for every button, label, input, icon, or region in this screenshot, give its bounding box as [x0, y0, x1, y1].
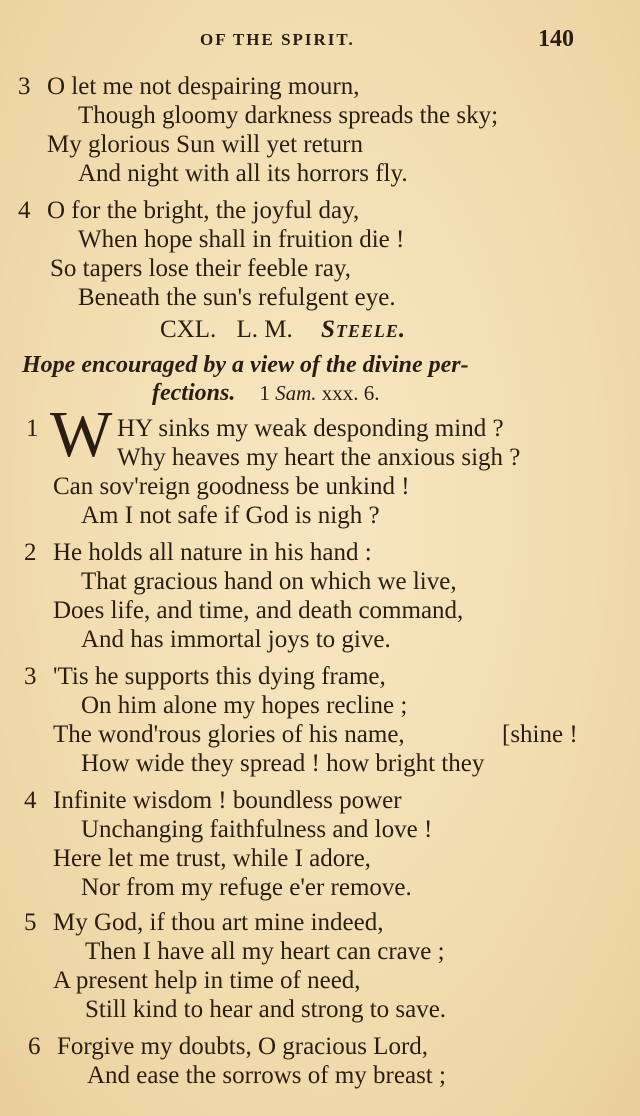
verse-number: 3	[24, 663, 37, 690]
hymn-subject: Hope encouraged by a view of the divine per-	[22, 352, 469, 378]
verse-line: And ease the sorrows of my breast ;	[87, 1062, 446, 1089]
scripture-prefix: 1	[259, 381, 270, 405]
page-number: 140	[538, 26, 574, 52]
verse-line: And has immortal joys to give.	[81, 626, 391, 653]
hymn-author: Steele.	[321, 316, 407, 343]
verse-number: 3	[18, 73, 31, 100]
verse-line: The wond'rous glories of his name,	[53, 721, 405, 748]
verse-number: 5	[24, 909, 37, 936]
hymn-subject-continued: fections. 1 Sam. xxx. 6.	[152, 380, 380, 406]
hymn-number: CXL.	[160, 316, 217, 343]
drop-cap: W	[50, 398, 113, 471]
verse-line-overflow: [shine !	[502, 721, 578, 748]
scripture-book: Sam.	[275, 381, 317, 405]
verse-line: Why heaves my heart the anxious sigh ?	[117, 444, 521, 471]
running-head: OF THE SPIRIT.	[200, 30, 355, 49]
verse-line: Am I not safe if God is nigh ?	[81, 502, 380, 529]
verse-line: Still kind to hear and strong to save.	[85, 996, 447, 1023]
verse-line: When hope shall in fruition die !	[78, 226, 405, 253]
verse-line: Does life, and time, and death command,	[53, 597, 464, 624]
verse-line: Though gloomy darkness spreads the sky;	[78, 102, 499, 129]
verse-line: Then I have all my heart can crave ;	[85, 938, 445, 965]
verse-number: 6	[28, 1033, 41, 1060]
hymn-heading	[160, 316, 406, 344]
verse-line: A present help in time of need,	[53, 967, 361, 994]
verse-line: My glorious Sun will yet return	[47, 131, 363, 158]
verse-number: 2	[24, 539, 37, 566]
verse-line: That gracious hand on which we live,	[81, 568, 457, 595]
verse-line: He holds all nature in his hand :	[53, 539, 372, 566]
verse-number: 1	[26, 415, 39, 442]
verse-line: Unchanging faithfulness and love !	[81, 816, 433, 843]
scripture-ref: xxx. 6.	[321, 381, 380, 405]
verse-line: O for the bright, the joyful day,	[47, 197, 360, 224]
verse-line: On him alone my hopes recline ;	[81, 692, 408, 719]
verse-line: 'Tis he supports this dying frame,	[53, 663, 386, 690]
verse-line: How wide they spread ! how bright they	[81, 750, 485, 777]
verse-line: Beneath the sun's refulgent eye.	[78, 284, 396, 311]
verse-line: Can sov'reign goodness be unkind !	[53, 473, 410, 500]
verse-line: HY sinks my weak desponding mind ?	[117, 415, 504, 442]
verse-line: Here let me trust, while I adore,	[53, 845, 371, 872]
verse-line: And night with all its horrors fly.	[78, 160, 408, 187]
verse-line: Nor from my refuge e'er remove.	[81, 874, 412, 901]
verse-line: Forgive my doubts, O gracious Lord,	[57, 1033, 429, 1060]
verse-number: 4	[18, 197, 31, 224]
verse-line: My God, if thou art mine indeed,	[53, 909, 384, 936]
verse-line: Infinite wisdom ! boundless power	[53, 787, 402, 814]
verse-number: 4	[24, 787, 37, 814]
hymn-meter: L. M.	[236, 316, 293, 343]
verse-line: O let me not despairing mourn,	[47, 73, 360, 100]
verse-line: So tapers lose their feeble ray,	[50, 255, 352, 282]
